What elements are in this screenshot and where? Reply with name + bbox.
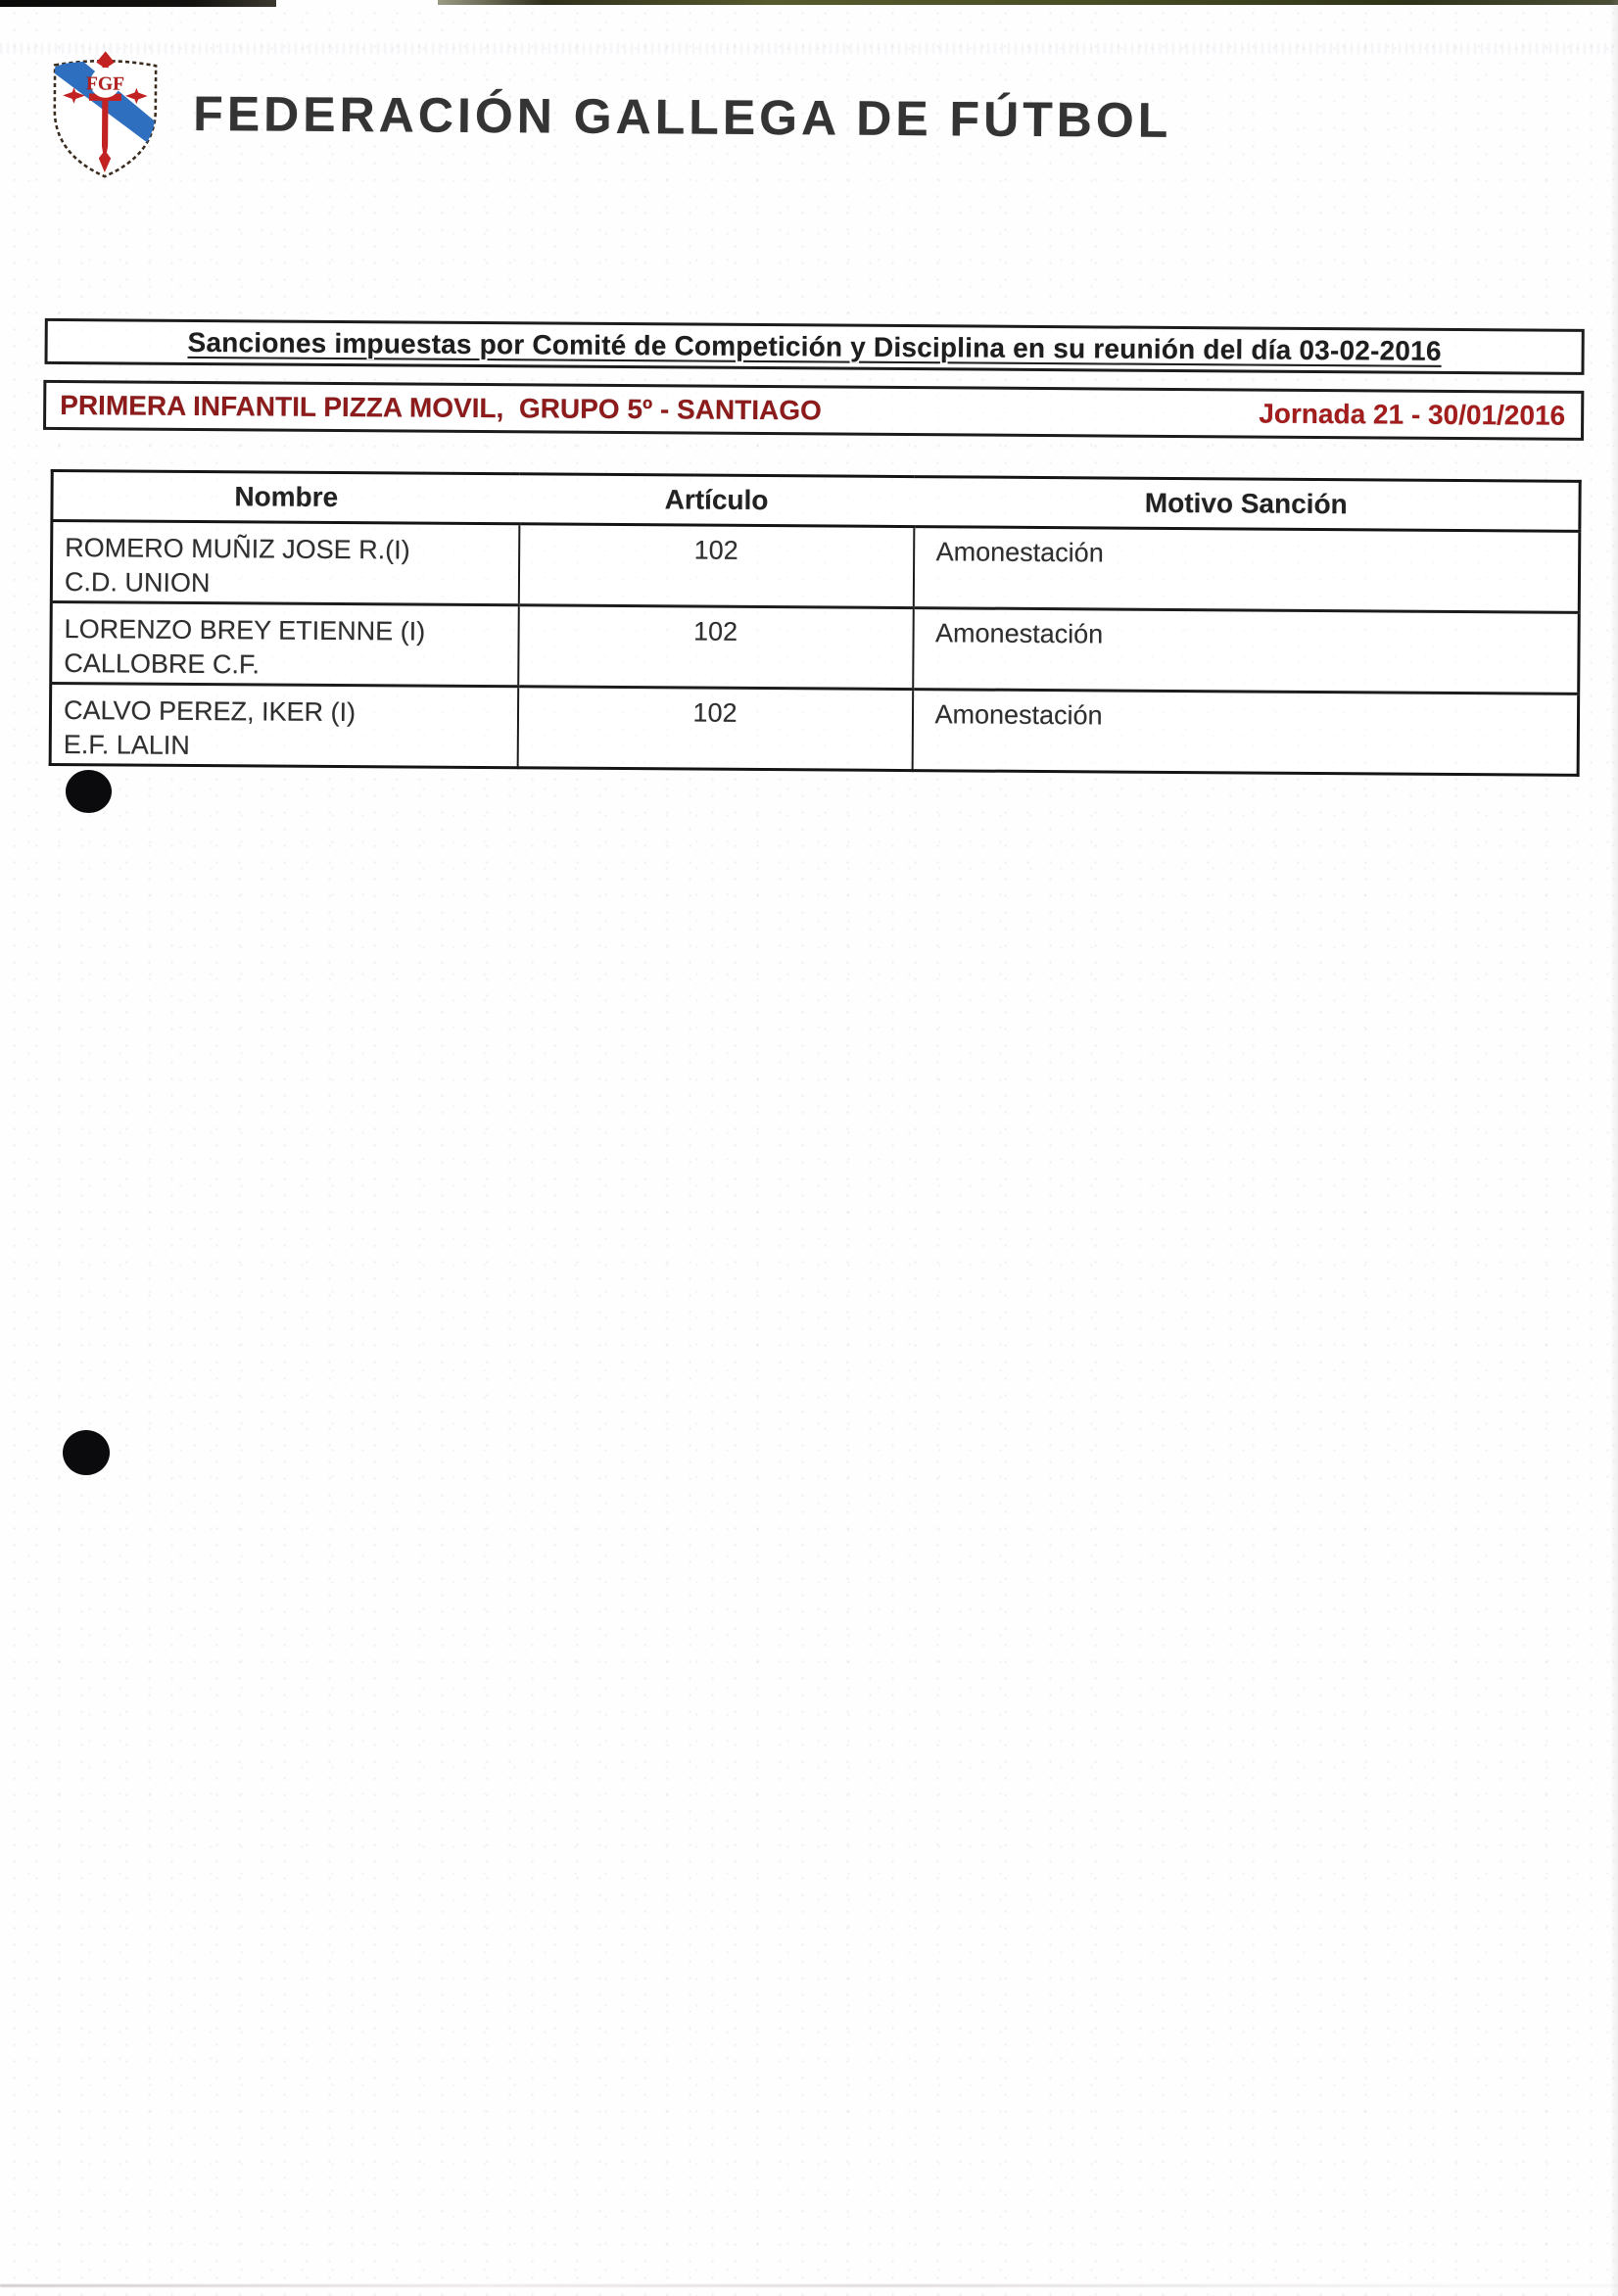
- reason-cell: Amonestación: [913, 608, 1580, 694]
- player-name: ROMERO MUÑIZ JOSE R.(I): [65, 533, 410, 565]
- table-row: [51, 520, 1580, 612]
- column-header-reason: Motivo Sanción: [914, 477, 1580, 532]
- column-header-name: Nombre: [52, 470, 519, 523]
- article-cell: 102: [518, 524, 914, 608]
- club-name: E.F. LALIN: [63, 730, 190, 760]
- club-name: CALLOBRE C.F.: [64, 648, 261, 680]
- matchday-and-date: Jornada 21 - 30/01/2016: [1259, 398, 1566, 431]
- competition-name: PRIMERA INFANTIL PIZZA MOVIL, GRUPO 5º - SANTIAGO: [60, 389, 822, 425]
- sanctions-title-bar: [44, 318, 1584, 375]
- reason-cell: Amonestación: [912, 690, 1579, 776]
- article-cell: 102: [517, 687, 913, 771]
- player-name: LORENZO BREY ETIENNE (I): [64, 614, 426, 646]
- player-and-club-cell: [51, 601, 519, 686]
- player-and-club-cell: [50, 683, 518, 767]
- sanctions-title-text: Sanciones impuestas por Comité de Competición y Disciplina en su reunión del día 03-02-2016: [187, 326, 1442, 366]
- column-header-article: Artículo: [519, 474, 914, 527]
- federation-crest-icon: [44, 49, 167, 183]
- table-row: [50, 683, 1579, 775]
- masthead: [0, 0, 1618, 246]
- competition-bar: [43, 380, 1584, 441]
- reason-cell: Amonestación: [913, 527, 1580, 613]
- player-name: CALVO PEREZ, IKER (I): [63, 695, 357, 728]
- sanctions-table: [49, 469, 1582, 777]
- organization-title: FEDERACIÓN GALLEGA DE FÚTBOL: [193, 85, 1172, 148]
- club-name: C.D. UNION: [64, 567, 211, 598]
- article-cell: 102: [518, 605, 914, 690]
- crest-initials: FGF: [85, 73, 125, 95]
- player-and-club-cell: [51, 520, 519, 604]
- table-row: [51, 601, 1580, 694]
